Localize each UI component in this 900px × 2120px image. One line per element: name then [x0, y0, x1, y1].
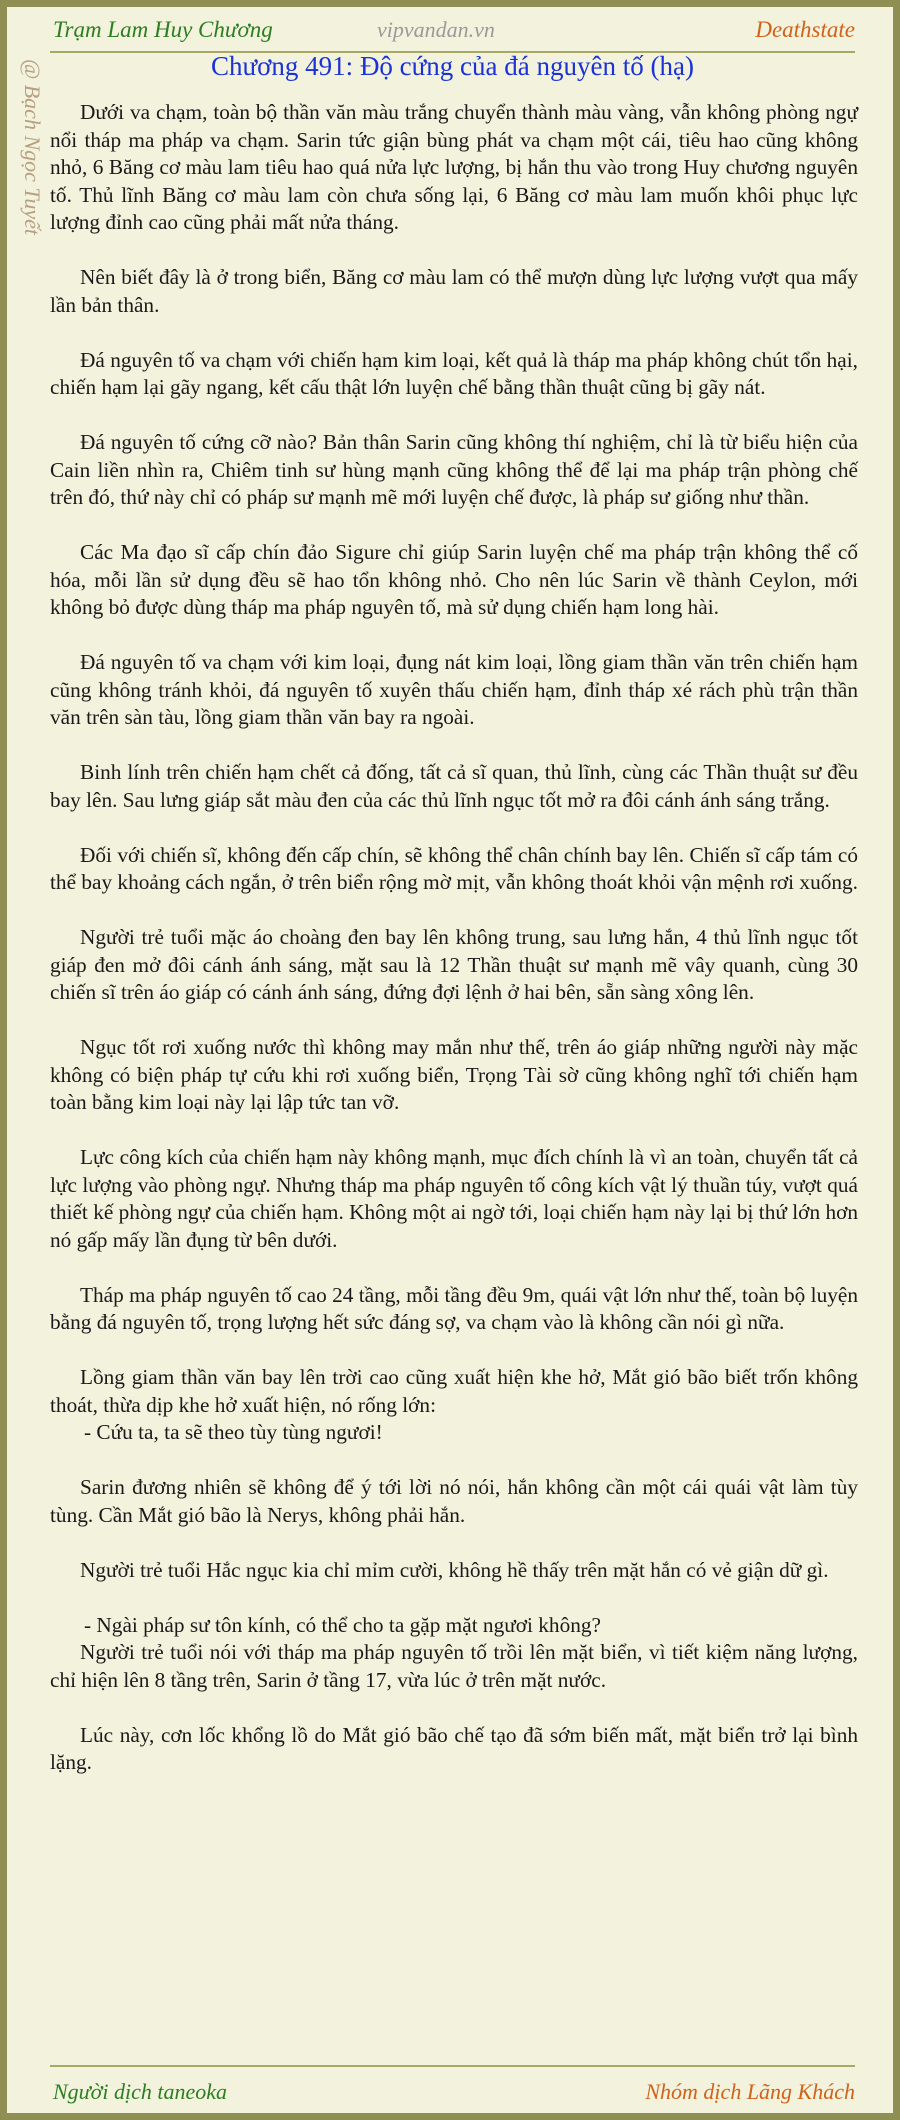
paragraph: Tháp ma pháp nguyên tố cao 24 tầng, mỗi tầng đều 9m, quái vật lớn như thế, toàn bộ luyện bằng đá nguyên tố, trọng lượng hết sức đáng sợ, va chạm vào là không cần nói gì nữa. — [50, 1282, 858, 1334]
paragraph: Người trẻ tuổi nói với tháp ma pháp nguyên tố trồi lên mặt biển, vì tiết kiệm năng lượng, chỉ hiện lên 8 tầng trên, Sarin ở tầng 17, vừa lúc ở trên mặt nước. — [50, 1640, 858, 1692]
chapter-title: Chương 491: Độ cứng của đá nguyên tố (hạ) — [211, 51, 694, 81]
footer-group: Nhóm dịch Lãng Khách — [645, 2079, 855, 2104]
header — [7, 7, 893, 51]
chapter-body — [50, 99, 858, 1804]
paragraph: Lồng giam thần văn bay lên trời cao cũng xuất hiện khe hở, Mắt gió bão biết trốn không thoát, thừa dịp khe hở xuất hiện, nó rống lớn: — [50, 1365, 858, 1417]
paragraph: Nên biết đây là ở trong biển, Băng cơ màu lam có thể mượn dùng lực lượng vượt qua mấy lần bản thân. — [50, 265, 858, 317]
side-watermark: @ Bạch Ngọc Tuyết — [20, 59, 45, 236]
header-author: Deathstate — [755, 17, 855, 42]
paragraph: Các Ma đạo sĩ cấp chín đảo Sigure chỉ giúp Sarin luyện chế ma pháp trận không thể cố hóa, mỗi lần sử dụng đều sẽ hao tổn không nhỏ. Cho nên lúc Sarin về thành Ceylon, mới không bỏ được dùng tháp ma pháp nguyên tố, mà sử dụng chiến hạm long hài. — [50, 540, 858, 619]
paragraph: Người trẻ tuổi Hắc ngục kia chỉ mỉm cười, không hề thấy trên mặt hắn có vẻ giận dữ gì. — [80, 1557, 829, 1582]
paragraph: Đá nguyên tố va chạm với kim loại, đụng nát kim loại, lồng giam thần văn trên chiến hạm cũng không tránh khỏi, đá nguyên tố xuyên thấu chiến hạm, đỉnh tháp xé rách phù trận thần văn trên sàn tàu, lồng giam thần văn bay ra ngoài. — [50, 650, 858, 729]
paragraph: Ngục tốt rơi xuống nước thì không may mắn như thế, trên áo giáp những người này mặc không có biện pháp tự cứu khi rơi xuống biển, Trọng Tài sờ cũng không nghĩ tới chiến hạm toàn bằng kim loại này lại lập tức tan vỡ. — [50, 1035, 858, 1114]
header-site: vipvandan.vn — [377, 17, 495, 42]
dialogue-line: - Ngài pháp sư tôn kính, có thể cho ta gặp mặt ngươi không? — [84, 1612, 601, 1637]
paragraph: Đá nguyên tố cứng cỡ nào? Bản thân Sarin cũng không thí nghiệm, chỉ là từ biểu hiện của Cain liền nhìn ra, Chiêm tinh sư hùng mạnh cũng không thể để lại ma pháp trận phòng chế trên đó, thứ này chỉ có pháp sư mạnh mẽ mới luyện chế được, là pháp sư giống như thần. — [50, 430, 858, 509]
paragraph: Sarin đương nhiên sẽ không để ý tới lời nó nói, hắn không cần một cái quái vật làm tùy tùng. Cần Mắt gió bão là Nerys, không phải hắn. — [50, 1475, 858, 1527]
paragraph: Đối với chiến sĩ, không đến cấp chín, sẽ không thể chân chính bay lên. Chiến sĩ cấp tám có thể bay khoảng cách ngắn, ở trên biển rộng mờ mịt, vẫn không thoát khỏi vận mệnh rơi xuống. — [50, 842, 858, 894]
footer-translator: Người dịch taneoka — [53, 2079, 228, 2104]
paragraph: Lực công kích của chiến hạm này không mạnh, mục đích chính là vì an toàn, chuyển tất cả lực lượng vào phòng ngự. Nhưng tháp ma pháp nguyên tố công kích vật lý thuần túy, vượt quá thiết kế phòng ngự của chiến hạm. Không một ai ngờ tới, loại chiến hạm này lại bị thứ lớn hơn nó gấp mấy lần đụng từ bên dưới. — [50, 1145, 858, 1252]
paragraph: Dưới va chạm, toàn bộ thần văn màu trắng chuyển thành màu vàng, vẫn không phòng ngự nổi tháp ma pháp va chạm. Sarin tức giận bùng phát va chạm một cái, tiêu hao cũng không nhỏ, 6 Băng cơ màu lam tiêu hao quá nửa lực lượng, bị hắn thu vào trong Huy chương nguyên tố. Thủ lĩnh Băng cơ màu lam còn chưa sống lại, 6 Băng cơ màu lam muốn khôi phục lực lượng đỉnh cao cũng phải mất nửa tháng. — [50, 100, 858, 234]
paragraph: Binh lính trên chiến hạm chết cả đống, tất cả sĩ quan, thủ lĩnh, cùng các Thần thuật sư đều bay lên. Sau lưng giáp sắt màu đen của các thủ lĩnh ngục tốt mở ra đôi cánh ánh sáng trắng. — [50, 760, 858, 812]
paragraph: Lúc này, cơn lốc khổng lồ do Mắt gió bão chế tạo đã sớm biến mất, mặt biển trở lại bình lặng. — [50, 1722, 858, 1774]
paragraph: Đá nguyên tố va chạm với chiến hạm kim loại, kết quả là tháp ma pháp không chút tổn hại, chiến hạm lại gãy ngang, kết cấu thật lớn luyện chế bằng thần thuật cũng bị gãy nát. — [50, 347, 858, 399]
header-book-title: Trạm Lam Huy Chương — [53, 17, 273, 42]
paragraph: Người trẻ tuổi mặc áo choàng đen bay lên không trung, sau lưng hắn, 4 thủ lĩnh ngục tốt giáp đen mở đôi cánh ánh sáng, mặt sau là 12 Thần thuật sư mạnh mẽ vây quanh, cùng 30 chiến sĩ trên áo giáp có cánh ánh sáng, đứng đợi lệnh ở hai bên, sẵn sàng xông lên. — [50, 925, 858, 1004]
dialogue-line: - Cứu ta, ta sẽ theo tùy tùng ngươi! — [84, 1420, 383, 1444]
page — [7, 7, 893, 2113]
footer-divider — [50, 2065, 855, 2067]
